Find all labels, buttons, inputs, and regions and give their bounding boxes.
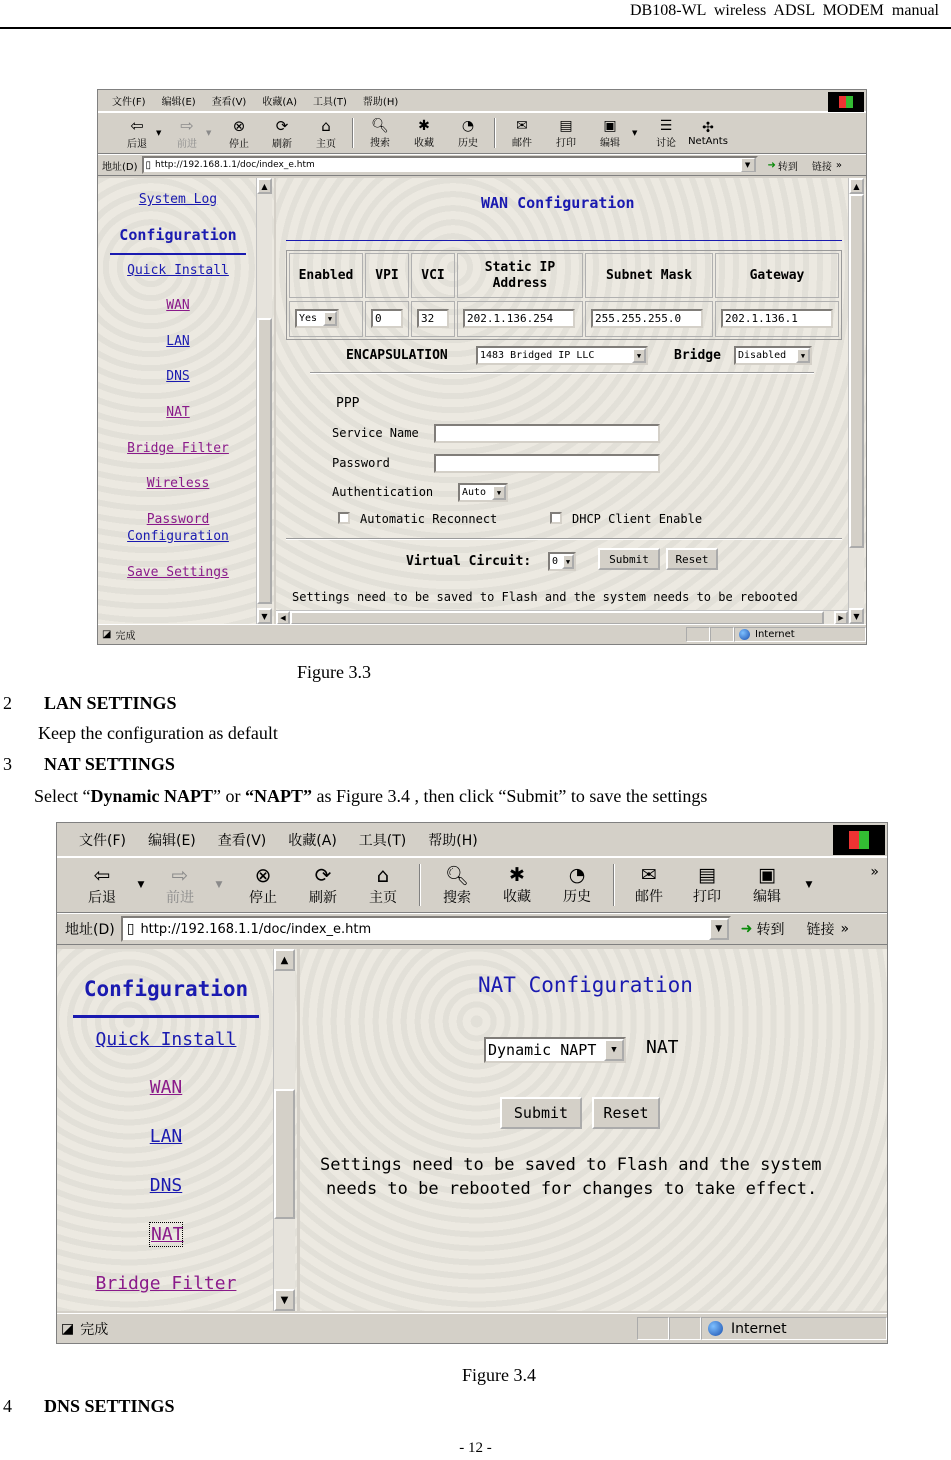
home-label: 主页 (369, 890, 397, 906)
status-bar (98, 624, 866, 644)
scroll-down-icon[interactable]: ▼ (257, 608, 272, 624)
back-label: 后退 (127, 139, 147, 150)
history-label: 历史 (458, 137, 478, 149)
links-label: 链接 (811, 161, 832, 173)
scroll-right-icon[interactable]: ▶ (834, 611, 848, 625)
toolbar-separator (352, 118, 354, 148)
address-input[interactable] (142, 156, 758, 174)
links-button[interactable] (806, 919, 849, 939)
print-button[interactable] (677, 864, 737, 906)
edit-button[interactable] (588, 118, 632, 149)
windows-logo-icon (833, 825, 885, 855)
nav-scrollbar[interactable] (273, 949, 295, 1311)
chevron-right-icon[interactable]: » (870, 864, 879, 880)
home-button[interactable] (304, 117, 348, 150)
toolbar-separator (613, 864, 615, 906)
back-arrow-icon: ⇦ (93, 863, 111, 887)
go-label: 转到 (756, 922, 785, 938)
virtual-circuit-select-value: 0 (552, 556, 559, 567)
stop-button[interactable] (233, 863, 293, 907)
nav-link-lan[interactable]: LAN (166, 334, 190, 349)
document-header: DB108-WL wireless ADSL MODEM manual (630, 2, 939, 19)
column-header-enabled: Enabled (289, 253, 363, 298)
nav-heading-rule (73, 1015, 259, 1018)
page-number: - 12 - (459, 1440, 492, 1456)
encapsulation-select-value: 1483 Bridged IP LLC (480, 350, 595, 361)
vpi-input[interactable]: 0 (371, 309, 403, 328)
column-header-subnet-mask: Subnet Mask (585, 253, 713, 298)
refresh-label: 刷新 (272, 138, 292, 150)
edit-label: 编辑 (753, 889, 781, 905)
save-settings-note-line1: Settings need to be saved to Flash and the system (320, 1155, 822, 1175)
back-dropdown-icon[interactable]: ▼ (156, 129, 162, 137)
scroll-down-icon[interactable]: ▼ (274, 1289, 295, 1311)
browser-window-figure-3-3 (97, 89, 867, 645)
stop-label: 停止 (229, 138, 249, 150)
zone-pane (701, 1317, 887, 1340)
page-title: NAT Configuration (478, 973, 693, 997)
figure-3-4-caption: Figure 3.4 (462, 1365, 536, 1385)
service-name-label: Service Name (332, 426, 419, 440)
url-text: http://192.168.1.1/doc/index_e.htm (155, 160, 315, 170)
go-button[interactable] (768, 158, 798, 173)
print-button[interactable] (544, 118, 588, 149)
section-3-napt: “NAPT” (244, 786, 312, 806)
refresh-button[interactable] (293, 863, 353, 907)
section-3-dynamic-napt: Dynamic NAPT (90, 786, 213, 806)
submit-button[interactable]: Submit (500, 1097, 582, 1129)
dhcp-client-label: DHCP Client Enable (572, 512, 703, 526)
back-dropdown-icon[interactable]: ▼ (137, 880, 145, 890)
forward-dropdown-icon[interactable]: ▼ (206, 129, 212, 137)
virtual-circuit-select[interactable] (548, 552, 576, 571)
bridge-select-value: Disabled (738, 350, 787, 361)
enabled-select-value: Yes (299, 313, 318, 324)
nav-link-quick-install[interactable]: Quick Install (95, 1029, 237, 1050)
section-3-text-part: Select “ (34, 786, 91, 806)
url-text: http://192.168.1.1/doc/index_e.htm (140, 921, 372, 937)
nav-link-bridge-filter[interactable]: Bridge Filter (127, 441, 229, 456)
edit-icon: ▣ (603, 117, 617, 134)
form-divider (286, 538, 842, 540)
print-label: 打印 (556, 137, 576, 149)
nav-link-nat[interactable]: NAT (166, 405, 190, 420)
netants-button[interactable] (686, 120, 730, 147)
stop-icon: ⊗ (232, 116, 246, 135)
menu-edit[interactable]: 编辑(E) (161, 97, 196, 108)
nav-link-bridge-filter[interactable]: Bridge Filter (95, 1273, 237, 1294)
nav-scrollbar[interactable] (256, 178, 272, 624)
nav-link-save-settings[interactable]: Save Settings (127, 565, 229, 580)
main-scrollbar[interactable] (848, 178, 864, 624)
search-button[interactable] (427, 864, 487, 907)
toolbar (57, 857, 887, 913)
status-pane (637, 1317, 669, 1340)
address-bar (98, 154, 866, 176)
address-label: 地址(D) (65, 922, 115, 938)
scroll-thumb[interactable] (290, 611, 824, 625)
printer-icon: ▤ (559, 117, 573, 134)
stop-label: 停止 (249, 890, 277, 906)
favorites-icon: ✱ (418, 117, 430, 134)
discuss-label: 讨论 (656, 137, 676, 149)
header-rule (0, 27, 951, 29)
home-label: 主页 (316, 138, 336, 150)
printer-icon: ▤ (698, 864, 716, 886)
section-2-text: Keep the configuration as default (38, 723, 278, 743)
page-icon: ▯ (126, 921, 135, 937)
nav-link-dns[interactable]: DNS (149, 1175, 183, 1196)
chevron-right-icon: » (835, 159, 843, 171)
column-header-static-ip (457, 253, 583, 298)
chevron-down-icon: ▼ (562, 554, 574, 569)
stop-icon: ⊗ (254, 863, 272, 887)
chevron-down-icon: ▼ (796, 348, 810, 363)
zone-label: Internet (755, 629, 795, 640)
go-arrow-icon: ➜ (740, 921, 753, 937)
refresh-icon: ⟳ (314, 863, 332, 887)
discuss-icon: ☰ (659, 117, 673, 134)
address-bar (57, 913, 887, 945)
dhcp-client-checkbox[interactable] (550, 512, 562, 524)
gateway-input[interactable]: 202.1.136.1 (721, 309, 833, 328)
column-header-static-ip-line2: Address (492, 275, 548, 291)
reset-button[interactable]: Reset (666, 548, 718, 570)
chevron-down-icon: ▼ (492, 485, 506, 500)
mail-button[interactable] (500, 118, 544, 149)
go-arrow-icon: ➜ (767, 159, 776, 171)
section-3-number: 3 (3, 754, 12, 774)
menu-file[interactable]: 文件(F) (112, 97, 146, 108)
status-text: 完成 (80, 1321, 109, 1338)
column-header-vci: VCI (411, 253, 455, 298)
menu-edit[interactable]: 编辑(E) (147, 832, 196, 849)
submit-button[interactable]: Submit (598, 548, 660, 570)
nav-link-lan[interactable]: LAN (149, 1126, 183, 1147)
nav-frame (98, 178, 274, 624)
status-text: 完成 (115, 631, 136, 642)
back-arrow-icon: ⇦ (130, 116, 144, 135)
globe-icon (708, 1321, 723, 1336)
stop-button[interactable] (218, 117, 260, 150)
search-label: 搜索 (370, 137, 390, 149)
section-4-number: 4 (3, 1396, 12, 1416)
search-icon: 🔍︎ (444, 864, 470, 887)
favorites-icon: ✱ (509, 864, 525, 886)
bridge-label: Bridge (674, 348, 721, 363)
menu-favorites[interactable]: 收藏(A) (288, 832, 337, 849)
figure-3-3-caption: Figure 3.3 (297, 662, 371, 682)
mail-icon: ✉ (516, 117, 528, 134)
menu-help[interactable]: 帮助(H) (362, 97, 399, 108)
home-button[interactable] (353, 863, 413, 907)
scroll-thumb[interactable] (849, 194, 864, 548)
history-button[interactable] (446, 118, 490, 149)
nat-mode-select-value: Dynamic NAPT (488, 1041, 597, 1059)
search-icon: 🔍︎ (371, 117, 389, 134)
nav-link-password-configuration[interactable]: Configuration (127, 529, 229, 544)
address-dropdown-icon[interactable]: ▼ (740, 157, 756, 173)
nav-link-quick-install[interactable]: Quick Install (127, 263, 229, 278)
password-input[interactable] (434, 454, 660, 473)
address-dropdown-icon[interactable]: ▼ (709, 918, 729, 940)
section-2-title: LAN SETTINGS (44, 693, 177, 713)
status-pane (686, 627, 710, 642)
refresh-label: 刷新 (309, 890, 337, 906)
history-icon: ◔ (568, 864, 586, 886)
page-done-icon: ◪ (102, 629, 112, 640)
scroll-up-icon[interactable]: ▲ (257, 178, 272, 194)
go-button[interactable] (741, 919, 785, 939)
automatic-reconnect-label: Automatic Reconnect (360, 512, 498, 526)
status-bar (57, 1313, 887, 1343)
history-label: 历史 (563, 889, 591, 905)
page-icon: ▯ (145, 159, 152, 171)
subnet-mask-input[interactable]: 255.255.255.0 (591, 309, 703, 328)
nav-link-wan[interactable]: WAN (149, 1077, 183, 1098)
address-input[interactable] (121, 916, 731, 942)
links-label: 链接 (806, 922, 835, 938)
go-label: 转到 (777, 161, 798, 173)
address-label: 地址(D) (102, 161, 138, 173)
back-label: 后退 (88, 890, 116, 906)
windows-logo-icon (828, 92, 864, 112)
horizontal-scrollbar[interactable] (276, 610, 848, 624)
edit-label: 编辑 (600, 137, 620, 149)
authentication-select[interactable] (458, 483, 508, 502)
edit-dropdown-icon[interactable]: ▼ (805, 880, 813, 890)
scroll-down-icon[interactable]: ▼ (849, 608, 864, 624)
nav-heading-configuration: Configuration (83, 977, 249, 1001)
automatic-reconnect-checkbox[interactable] (338, 512, 350, 524)
section-3-text (34, 786, 707, 807)
menu-tools[interactable]: 工具(T) (313, 97, 347, 108)
scroll-left-icon[interactable]: ◀ (276, 611, 290, 625)
netants-icon: ✣ (702, 119, 714, 136)
ppp-label: PPP (336, 396, 360, 411)
mail-button[interactable] (621, 864, 677, 906)
nav-link-system-log[interactable]: System Log (138, 192, 218, 207)
page-title: WAN Configuration (481, 194, 635, 212)
back-button[interactable] (77, 863, 127, 907)
nat-label: NAT (646, 1037, 679, 1058)
nav-link-wireless[interactable]: Wireless (146, 476, 210, 491)
status-pane (669, 1317, 701, 1340)
chevron-right-icon: » (840, 921, 850, 937)
page-done-icon: ◪ (61, 1320, 75, 1337)
nav-link-password[interactable]: Password (146, 512, 210, 527)
zone-label: Internet (731, 1320, 787, 1337)
section-4-title: DNS SETTINGS (44, 1396, 175, 1416)
wan-table (286, 250, 842, 340)
nav-link-wan[interactable]: WAN (166, 298, 190, 313)
favorites-button[interactable] (487, 864, 547, 906)
menu-file[interactable]: 文件(F) (79, 832, 126, 849)
authentication-select-value: Auto (462, 487, 487, 498)
main-frame (300, 949, 888, 1311)
virtual-circuit-label: Virtual Circuit: (406, 554, 532, 569)
forward-button[interactable] (168, 116, 206, 150)
reset-button[interactable]: Reset (592, 1097, 660, 1129)
menu-tools[interactable]: 工具(T) (358, 832, 407, 849)
mail-label: 邮件 (635, 889, 663, 905)
forward-arrow-icon: ⇨ (180, 116, 194, 135)
favorites-button[interactable] (402, 118, 446, 149)
favorites-label: 收藏 (503, 889, 531, 905)
column-header-gateway: Gateway (715, 253, 839, 298)
history-button[interactable] (547, 864, 607, 906)
globe-icon (739, 629, 750, 640)
home-icon: ⌂ (376, 863, 390, 887)
service-name-input[interactable] (434, 424, 660, 443)
chevron-down-icon: ▼ (604, 1039, 624, 1061)
section-2-number: 2 (3, 693, 12, 713)
section-3-text-part: as Figure 3.4 , then click “Submit” to save the settings (311, 786, 708, 806)
discuss-button[interactable] (646, 118, 686, 149)
favorites-label: 收藏 (414, 137, 434, 149)
nav-frame (57, 949, 297, 1311)
menu-view[interactable]: 查看(V) (217, 832, 267, 849)
nat-mode-select[interactable] (484, 1037, 626, 1063)
toolbar-separator (494, 118, 496, 148)
history-icon: ◔ (461, 117, 475, 134)
toolbar (98, 112, 866, 154)
encapsulation-select[interactable] (476, 346, 648, 365)
main-frame (276, 178, 866, 624)
bridge-select[interactable] (734, 346, 812, 365)
chevron-down-icon: ▼ (323, 311, 337, 326)
scroll-thumb[interactable] (257, 318, 272, 604)
section-3-text-part: ” or (212, 786, 245, 806)
search-label: 搜索 (443, 889, 471, 906)
chevron-down-icon: ▼ (632, 348, 646, 363)
forward-dropdown-icon[interactable]: ▼ (215, 880, 223, 890)
scroll-thumb[interactable] (274, 1089, 295, 1219)
refresh-icon: ⟳ (275, 116, 289, 135)
vci-input[interactable]: 32 (417, 309, 449, 328)
status-pane (710, 627, 734, 642)
section-3-title: NAT SETTINGS (44, 754, 175, 774)
nav-link-dns[interactable]: DNS (166, 369, 190, 384)
title-rule (286, 240, 842, 241)
encapsulation-label: ENCAPSULATION (346, 348, 448, 363)
menu-bar (98, 90, 866, 112)
scroll-up-icon[interactable]: ▲ (274, 949, 295, 971)
menu-view[interactable]: 查看(V) (211, 97, 247, 108)
nav-heading-rule (110, 253, 246, 255)
links-button[interactable] (812, 158, 842, 173)
zone-pane (734, 627, 866, 642)
home-icon: ⌂ (321, 116, 331, 135)
refresh-button[interactable] (260, 117, 304, 150)
menu-bar (57, 823, 887, 857)
save-settings-note-line2: needs to be rebooted for changes to take effect. (326, 1179, 818, 1199)
print-label: 打印 (693, 889, 721, 905)
save-settings-note: Settings need to be saved to Flash and the system needs to be rebooted (292, 590, 798, 604)
menu-help[interactable]: 帮助(H) (428, 832, 478, 849)
mail-label: 邮件 (512, 137, 532, 149)
nav-link-nat[interactable]: NAT (151, 1224, 184, 1245)
forward-label: 前进 (177, 139, 197, 150)
column-header-vpi: VPI (365, 253, 409, 298)
authentication-label: Authentication (332, 485, 434, 499)
browser-window-figure-3-4 (56, 822, 888, 1344)
column-header-static-ip-line1: Static IP (484, 259, 556, 275)
edit-dropdown-icon[interactable]: ▼ (632, 129, 638, 137)
scroll-up-icon[interactable]: ▲ (849, 178, 864, 194)
section-divider (310, 372, 814, 374)
password-label: Password (332, 456, 390, 470)
menu-favorites[interactable]: 收藏(A) (262, 97, 297, 108)
nav-heading-configuration: Configuration (119, 226, 237, 244)
edit-icon: ▣ (758, 864, 776, 886)
edit-button[interactable] (737, 864, 797, 906)
enabled-select[interactable] (295, 309, 339, 328)
forward-button[interactable] (155, 863, 205, 907)
mail-icon: ✉ (641, 864, 657, 886)
netants-label: NetAnts (688, 135, 728, 147)
forward-arrow-icon: ⇨ (171, 863, 189, 887)
forward-label: 前进 (166, 890, 194, 906)
search-button[interactable] (358, 118, 402, 149)
toolbar-separator (419, 864, 421, 906)
back-button[interactable] (118, 116, 156, 150)
static-ip-input[interactable]: 202.1.136.254 (463, 309, 575, 328)
